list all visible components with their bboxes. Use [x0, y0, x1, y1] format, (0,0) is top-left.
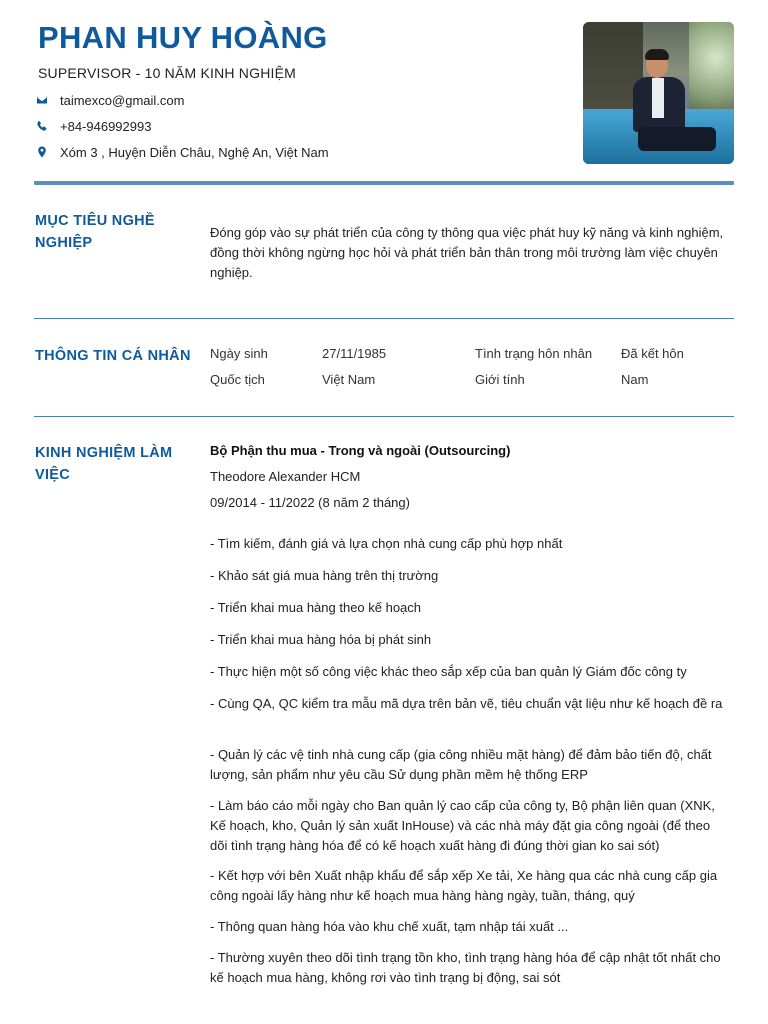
profile-photo	[583, 22, 734, 164]
gender-label: Giới tính	[475, 372, 525, 387]
job-bullet: - Kết hợp với bên Xuất nhập khẩu để sắp xếp Xe tải, Xe hàng qua các nhà cung cấp gia công ngoài lấy hàng như kế hoạch mua hàng hàng ngày, tuần, tháng, quý	[210, 868, 718, 903]
objective-text: Đóng góp vào sự phát triển của công ty thông qua việc phát huy kỹ năng và kinh nghiệm, đồng thời không ngừng học hỏi và phát triển bản thân trong môi trường làm việc chuyên nghiệp.	[210, 225, 724, 280]
job-period: 09/2014 - 11/2022 (8 năm 2 tháng)	[210, 495, 410, 510]
marital-value: Đã kết hôn	[621, 346, 684, 361]
contact-email	[36, 91, 436, 109]
location-pin-icon	[36, 146, 48, 158]
objective-title: MỤC TIÊU NGHỀ NGHIỆP	[35, 213, 155, 251]
job-bullet: - Khảo sát giá mua hàng trên thị trường	[210, 568, 439, 583]
experience-title: KINH NGHIỆM LÀM VIỆC	[35, 445, 173, 483]
job-title: Bộ Phận thu mua - Trong và ngoài (Outsourcing)	[210, 443, 511, 458]
section-divider	[34, 318, 734, 319]
job-bullet: - Cùng QA, QC kiểm tra mẫu mã dựa trên bản vẽ, tiêu chuẩn vật liệu như kế hoạch đề ra	[210, 696, 723, 711]
personal-info-title: THÔNG TIN CÁ NHÂN	[35, 348, 191, 364]
candidate-role: SUPERVISOR - 10 NĂM KINH NGHIỆM	[38, 65, 296, 81]
job-bullet: - Triển khai mua hàng hóa bị phát sinh	[210, 632, 432, 647]
job-bullet: - Thường xuyên theo dõi tình trạng tồn kho, tình trạng hàng hóa để cập nhật tốt nhất cho kế hoạch mua hàng, không rơi vào tình trạng bị động, sai sót	[210, 950, 721, 985]
job-bullet: - Tìm kiếm, đánh giá và lựa chọn nhà cung cấp phù hợp nhất	[210, 536, 563, 551]
phone-text: +84-946992993	[60, 118, 152, 134]
marital-label: Tình trạng hôn nhân	[475, 346, 593, 361]
dob-value: 27/11/1985	[322, 346, 387, 361]
mail-icon	[36, 94, 48, 106]
nationality-label: Quốc tịch	[210, 372, 265, 387]
contact-phone	[36, 117, 436, 135]
dob-label: Ngày sinh	[210, 346, 268, 361]
job-bullet: - Quản lý các vệ tinh nhà cung cấp (gia công nhiều mặt hàng) để đảm bảo tiến độ, chất lượng, sản phẩm như yêu cầu Sử dụng phần mềm hệ thống ERP	[210, 747, 712, 782]
job-bullet: - Làm báo cáo mỗi ngày cho Ban quản lý cao cấp của công ty, Bộ phận liên quan (XNK, Kế hoạch, kho, Quản lý sản xuất InHouse) và các nhà máy đặt gia công ngoài (để theo dõi tình trạng hàng hóa để có kế hoạch xuất hàng đi đúng thời gian ko sai sót)	[210, 798, 715, 853]
gender-value: Nam	[621, 372, 649, 387]
job-bullet: - Triển khai mua hàng theo kế hoạch	[210, 600, 422, 615]
section-divider	[34, 416, 734, 417]
header-divider	[34, 181, 734, 185]
email-text: taimexco@gmail.com	[60, 92, 185, 108]
candidate-name: PHAN HUY HOÀNG	[38, 20, 328, 55]
phone-icon	[36, 120, 48, 132]
job-company: Theodore Alexander HCM	[210, 469, 361, 484]
address-text: Xóm 3 , Huyện Diễn Châu, Nghệ An, Việt Nam	[60, 144, 329, 160]
nationality-value: Việt Nam	[322, 372, 376, 387]
contact-address	[36, 143, 436, 161]
job-bullet: - Thực hiện một số công việc khác theo sắp xếp của ban quản lý Giám đốc công ty	[210, 664, 687, 679]
job-bullet: - Thông quan hàng hóa vào khu chế xuất, tạm nhập tái xuất ...	[210, 919, 569, 934]
